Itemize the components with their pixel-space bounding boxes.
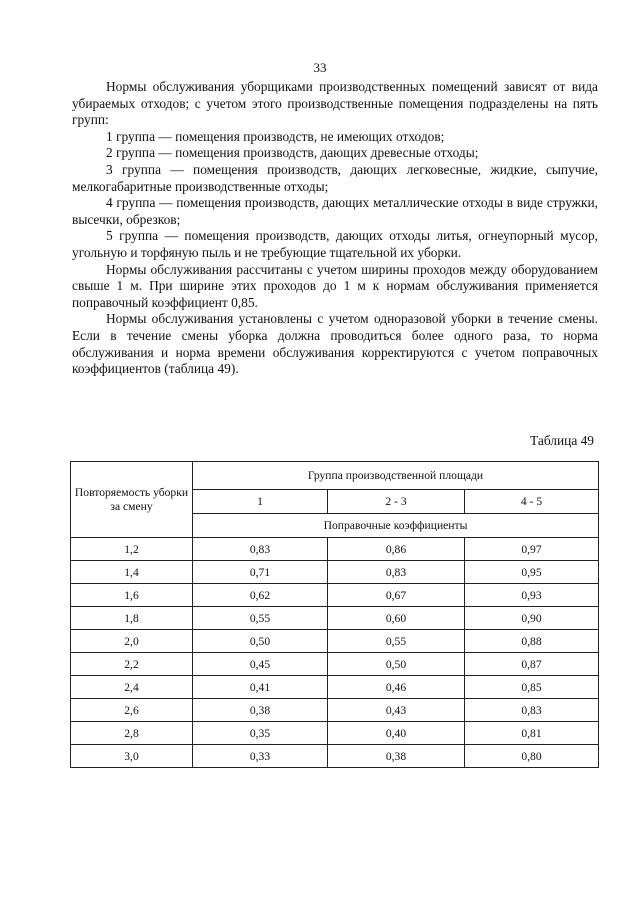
paragraph-group-5: 5 группа — помещения производств, дающих отходы литья, огнеупорный мусор, угольную и торфяную пыль и не требующие тщательной их уборки.: [72, 228, 598, 260]
table-row: [71, 676, 599, 699]
coef-cell: 0,38: [193, 699, 328, 722]
coef-cell: 0,87: [465, 653, 599, 676]
coef-cell: 0,93: [465, 584, 599, 607]
group-column-1: 1: [193, 490, 328, 514]
table-row: [71, 584, 599, 607]
coef-cell: 0,38: [328, 745, 465, 768]
paragraph-passage-width: Нормы обслуживания рассчитаны с учетом ширины проходов между оборудованием свыше 1 м. При ширине этих проходов до 1 м к нормам обслуживания применяется поправочный коэффициент 0,85.: [72, 261, 598, 310]
paragraph-single-cleaning: Нормы обслуживания установлены с учетом одноразовой уборки в течение смены. Если в течение смены уборка должна проводиться более одного раза, то норма обслуживания и норма времени обслуживания корректируются с учетом поправочных коэффициентов (таблица 49).: [72, 311, 598, 377]
paragraph-group-4: 4 группа — помещения производств, дающих металлические отходы в виде стружки, высечки, обрезков;: [72, 195, 598, 227]
body-text: [72, 79, 598, 378]
table-row: [71, 630, 599, 653]
coef-cell: 0,55: [193, 607, 328, 630]
coef-cell: 0,95: [465, 561, 599, 584]
coef-cell: 0,83: [465, 699, 599, 722]
coef-cell: 0,60: [328, 607, 465, 630]
table-row: [71, 722, 599, 745]
group-column-4-5: 4 - 5: [465, 490, 599, 514]
paragraph-group-1: 1 группа — помещения производств, не имеющих отходов;: [106, 128, 445, 144]
coef-cell: 0,88: [465, 630, 599, 653]
repeat-per-shift-header: Повторяемость уборки за смену: [71, 462, 193, 538]
page-number: 33: [313, 60, 327, 75]
repeat-cell: 1,8: [71, 607, 193, 630]
coef-cell: 0,71: [193, 561, 328, 584]
repeat-cell: 1,6: [71, 584, 193, 607]
table-row: [71, 699, 599, 722]
coef-cell: 0,81: [465, 722, 599, 745]
group-column-2-3: 2 - 3: [328, 490, 465, 514]
repeat-cell: 2,2: [71, 653, 193, 676]
coef-cell: 0,50: [328, 653, 465, 676]
coef-cell: 0,55: [328, 630, 465, 653]
coef-cell: 0,50: [193, 630, 328, 653]
coef-cell: 0,97: [465, 538, 599, 561]
paragraph-group-3: 3 группа — помещения производств, дающих легковесные, жидкие, сыпучие, мелкогабаритные производственные отходы;: [72, 161, 598, 194]
paragraph-group-2: 2 группа — помещения производств, дающих древесные отходы;: [106, 145, 479, 161]
coef-cell: 0,83: [193, 538, 328, 561]
coef-cell: 0,35: [193, 722, 328, 745]
table-row: [71, 653, 599, 676]
coef-cell: 0,83: [328, 561, 465, 584]
repeat-cell: 1,2: [71, 538, 193, 561]
table-row: [71, 745, 599, 768]
correction-coefficients-table: [70, 461, 599, 768]
coef-cell: 0,33: [193, 745, 328, 768]
coef-cell: 0,86: [328, 538, 465, 561]
coef-cell: 0,80: [465, 745, 599, 768]
coef-cell: 0,62: [193, 584, 328, 607]
repeat-cell: 2,6: [71, 699, 193, 722]
table-caption: Таблица 49: [530, 433, 594, 448]
table-row: [71, 561, 599, 584]
coef-cell: 0,67: [328, 584, 465, 607]
repeat-cell: 1,4: [71, 561, 193, 584]
coef-cell: 0,85: [465, 676, 599, 699]
coef-cell: 0,41: [193, 676, 328, 699]
paragraph-intro: Нормы обслуживания уборщиками производственных помещений зависят от вида убираемых отходов; с учетом этого производственные помещения подразделены на пять групп:: [72, 79, 598, 128]
coef-cell: 0,46: [328, 676, 465, 699]
coef-cell: 0,40: [328, 722, 465, 745]
repeat-cell: 2,0: [71, 630, 193, 653]
repeat-cell: 2,4: [71, 676, 193, 699]
area-group-header: Группа производственной площади: [193, 462, 599, 490]
repeat-cell: 2,8: [71, 722, 193, 745]
coef-cell: 0,45: [193, 653, 328, 676]
table-row: [71, 538, 599, 561]
coef-cell: 0,90: [465, 607, 599, 630]
coefficients-header: Поправочные коэффициенты: [193, 514, 599, 538]
repeat-cell: 3,0: [71, 745, 193, 768]
coef-cell: 0,43: [328, 699, 465, 722]
table-row: [71, 607, 599, 630]
